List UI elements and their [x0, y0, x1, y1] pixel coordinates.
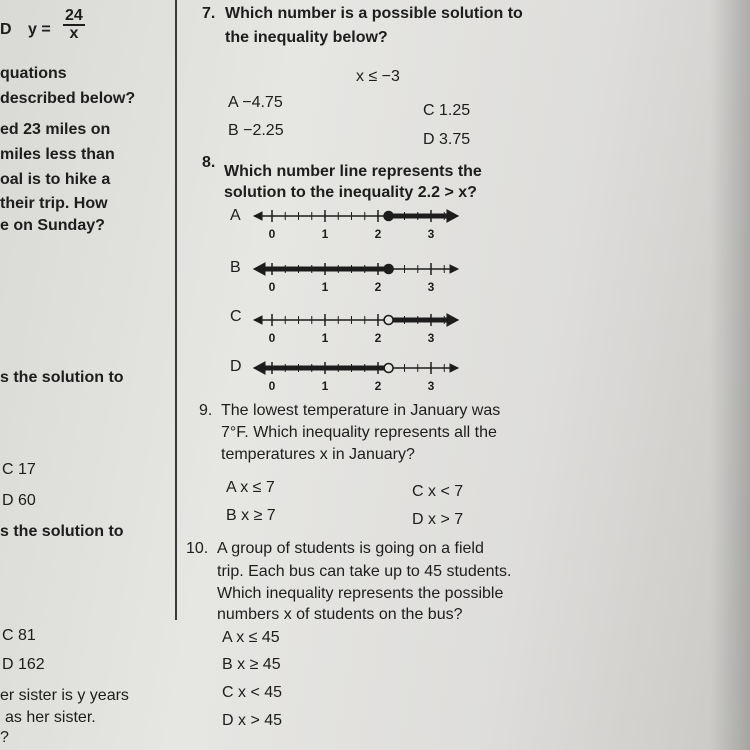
tick-label: 1: [321, 280, 329, 294]
q6-option-d-lhs: y =: [28, 21, 51, 38]
tick-label: 2: [374, 379, 382, 393]
tick-label: 1: [321, 227, 329, 241]
q10-choice-a: A x ≤ 45: [222, 629, 280, 646]
number-line-a: [250, 205, 465, 250]
fraction-denominator: x: [69, 25, 79, 42]
left-fragment-line: quations: [0, 65, 67, 82]
q10-number: 10.: [186, 540, 209, 557]
q10-text: numbers x of students on the bus?: [217, 606, 463, 623]
left-fragment-line: described below?: [0, 90, 136, 107]
left-solution-prompt: s the solution to: [0, 369, 124, 386]
tick-label: 2: [374, 227, 382, 241]
q8-option-d-label: D: [230, 358, 242, 375]
left-choice-d: D 162: [2, 656, 45, 673]
q10-text: A group of students is going on a field: [217, 540, 484, 557]
tick-label: 1: [321, 331, 329, 345]
left-fragment-line: miles less than: [0, 146, 115, 163]
tick-label: 1: [321, 379, 329, 393]
left-fragment-line: e on Sunday?: [0, 217, 105, 234]
solution-arrow-icon: [254, 362, 265, 374]
tick-label: 3: [427, 379, 435, 393]
arrow-left-icon: [254, 316, 262, 324]
tick-label: 0: [268, 280, 276, 294]
q10-text: trip. Each bus can take up to 45 students.: [217, 563, 512, 580]
q7-choice-d: D 3.75: [423, 131, 471, 148]
left-fragment-line: er sister is y years: [0, 687, 129, 704]
column-divider: [175, 0, 177, 620]
q8-number: 8.: [202, 154, 216, 171]
q8-option-c-label: C: [230, 308, 242, 325]
q9-choice-b: B x ≥ 7: [226, 507, 276, 524]
photo-edge-shadow: [710, 0, 750, 750]
q9-choice-d: D x > 7: [412, 511, 464, 528]
q10-choice-d: D x > 45: [222, 712, 283, 729]
number-line-d: [250, 357, 465, 402]
number-line-b: [250, 258, 465, 303]
q9-text: temperatures x in January?: [221, 446, 415, 463]
q10-choice-c: C x < 45: [222, 684, 283, 701]
arrow-left-icon: [254, 212, 262, 220]
q7-choice-c: C 1.25: [423, 102, 471, 119]
tick-label: 2: [374, 280, 382, 294]
left-fragment-line: oal is to hike a: [0, 171, 111, 188]
q6-option-d-label: D: [0, 21, 12, 38]
left-choice-d: D 60: [2, 492, 36, 509]
open-endpoint: [384, 316, 393, 325]
fraction-numerator: 24: [65, 7, 83, 24]
tick-label: 3: [427, 331, 435, 345]
q7-number: 7.: [202, 5, 216, 22]
left-fragment-line: as her sister.: [5, 709, 96, 726]
q8-text: Which number line represents the: [224, 163, 482, 180]
tick-label: 0: [268, 227, 276, 241]
q7-choice-b: B −2.25: [228, 122, 284, 139]
left-fragment-line: ?: [0, 729, 9, 746]
left-solution-prompt: s the solution to: [0, 523, 124, 540]
left-choice-c: C 81: [2, 627, 36, 644]
q7-text: the inequality below?: [225, 29, 388, 46]
q9-text: 7°F. Which inequality represents all the: [221, 424, 497, 441]
tick-label: 3: [427, 227, 435, 241]
closed-endpoint: [384, 212, 393, 221]
solution-arrow-icon: [447, 314, 458, 326]
open-endpoint: [384, 364, 393, 373]
left-fragment-line: their trip. How: [0, 195, 108, 212]
tick-label: 0: [268, 379, 276, 393]
arrow-right-icon: [450, 364, 458, 372]
q9-text: The lowest temperature in January was: [221, 402, 501, 419]
q7-choice-a: A −4.75: [228, 94, 283, 111]
solution-arrow-icon: [447, 210, 458, 222]
tick-label: 0: [268, 331, 276, 345]
tick-label: 2: [374, 331, 382, 345]
q9-choice-a: A x ≤ 7: [226, 479, 275, 496]
solution-arrow-icon: [254, 263, 265, 275]
q6-option-d-fraction: [63, 8, 85, 42]
left-fragment-line: ed 23 miles on: [0, 121, 111, 138]
left-choice-c: C 17: [2, 461, 36, 478]
q7-inequality: x ≤ −3: [356, 68, 400, 85]
q9-choice-c: C x < 7: [412, 483, 464, 500]
q10-text: Which inequality represents the possible: [217, 585, 504, 602]
q8-option-b-label: B: [230, 259, 241, 276]
q7-text: Which number is a possible solution to: [225, 5, 523, 22]
number-line-c: [250, 309, 465, 354]
closed-endpoint: [384, 265, 393, 274]
q8-option-a-label: A: [230, 207, 241, 224]
q10-choice-b: B x ≥ 45: [222, 656, 281, 673]
q8-text: solution to the inequality 2.2 > x?: [224, 184, 477, 201]
q9-number: 9.: [199, 402, 213, 419]
tick-label: 3: [427, 280, 435, 294]
arrow-right-icon: [450, 265, 458, 273]
